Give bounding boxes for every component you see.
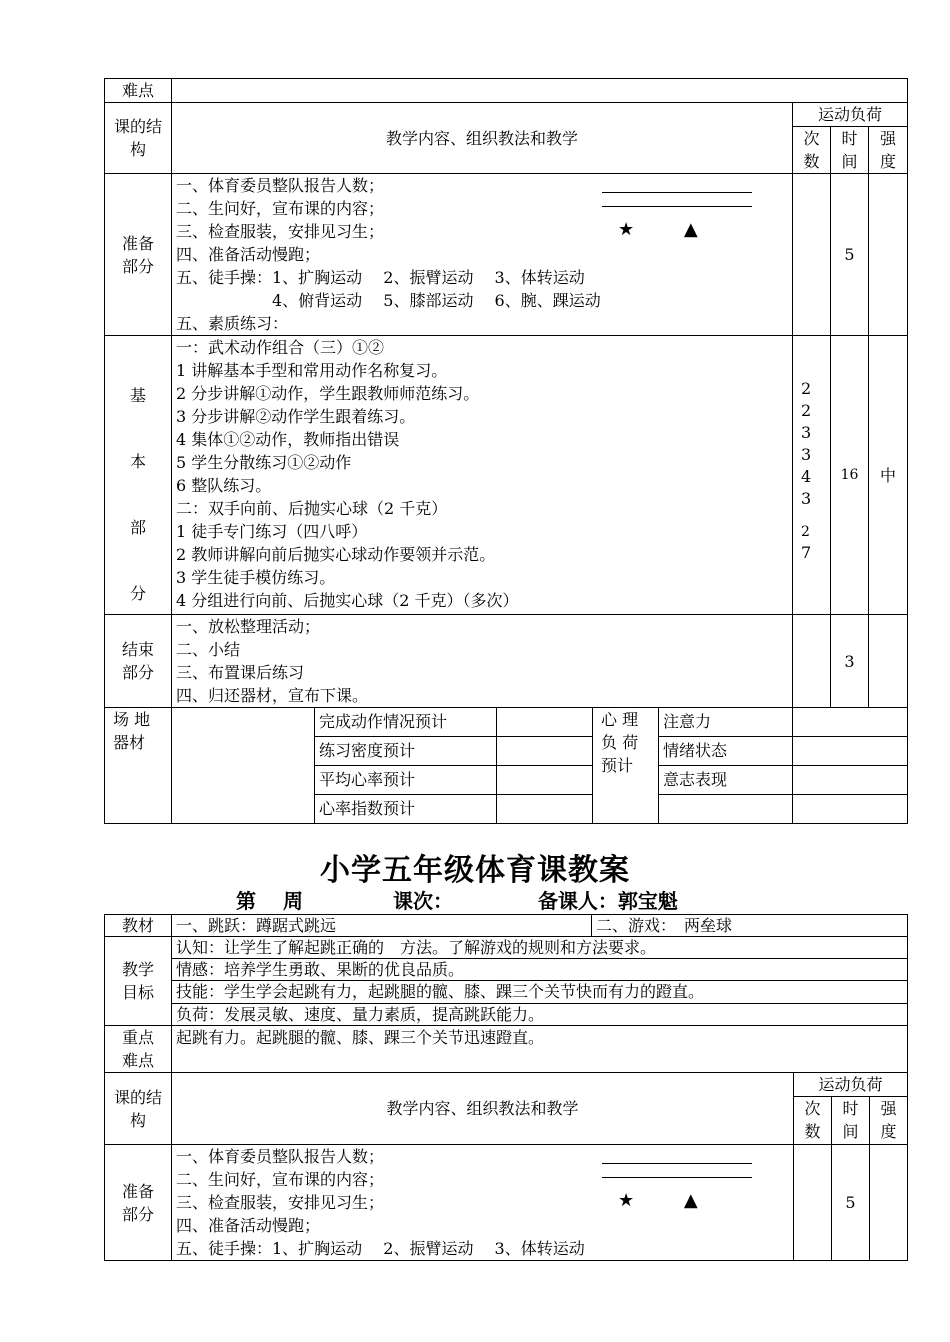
end-time: 3 bbox=[831, 615, 869, 708]
count-header: 次数 bbox=[793, 127, 831, 174]
psych-load-label: 心 理 负 荷 预计 bbox=[593, 708, 659, 824]
basic-label-char: 部 bbox=[129, 518, 146, 537]
prep-intensity bbox=[869, 174, 908, 336]
basic-line: 二：双手向前、后抛实心球（2 千克） bbox=[176, 499, 448, 518]
count-header: 次数 bbox=[794, 1097, 832, 1145]
basic-line: 1 讲解基本手型和常用动作名称复习。 bbox=[176, 361, 448, 380]
prep-line: 一、体育委员整队报告人数； bbox=[176, 176, 385, 195]
prep-content bbox=[172, 1145, 794, 1261]
formation-marks: ★ ▲ bbox=[618, 219, 720, 240]
formation-marks: ★ ▲ bbox=[618, 1190, 720, 1211]
end-content bbox=[172, 615, 793, 708]
basic-label-char: 分 bbox=[129, 584, 146, 603]
basic-line: 6 整队练习。 bbox=[176, 476, 272, 495]
prep-line: 二、生问好，宣布课的内容； bbox=[176, 199, 385, 218]
lesson-table-2 bbox=[104, 914, 908, 1261]
key-points-label: 重点难点 bbox=[105, 1026, 172, 1073]
basic-count: 2 bbox=[801, 401, 812, 420]
prediction-value bbox=[497, 708, 593, 737]
difficulty-label: 难点 bbox=[105, 79, 172, 103]
goal-line: 技能：学生学会起跳有力，起跳腿的髋、膝、踝三个关节快而有力的蹬直。 bbox=[172, 981, 908, 1004]
basic-time: 16 bbox=[831, 336, 869, 615]
prep-line: 一、体育委员整队报告人数； bbox=[176, 1147, 385, 1166]
content-header: 教学内容、组织教法和教学 bbox=[172, 1073, 794, 1145]
material-2: 二、游戏： 两垒球 bbox=[592, 915, 908, 937]
basic-count: 3 bbox=[801, 489, 812, 508]
venue-value bbox=[172, 708, 315, 824]
prep-section-label: 准备部分 bbox=[105, 174, 172, 336]
difficulty-value bbox=[172, 79, 908, 103]
intensity-header: 强度 bbox=[869, 127, 908, 174]
key-points-value: 起跳有力。起跳腿的髋、膝、踝三个关节迅速蹬直。 bbox=[172, 1026, 908, 1073]
psych-item bbox=[659, 795, 793, 824]
prediction-value bbox=[497, 766, 593, 795]
prediction-label: 平均心率预计 bbox=[315, 766, 497, 795]
load-header: 运动负荷 bbox=[794, 1073, 908, 1097]
basic-count: 2 bbox=[801, 379, 812, 398]
basic-line: 2 教师讲解向前后抛实心球动作要领并示范。 bbox=[176, 545, 496, 564]
basic-count: 3 bbox=[801, 445, 812, 464]
lesson-table-1 bbox=[104, 78, 908, 824]
psych-value bbox=[793, 737, 908, 766]
goal-line: 情感：培养学生勇敢、果断的优良品质。 bbox=[172, 959, 908, 981]
prediction-value bbox=[497, 795, 593, 824]
prep-line: 三、检查服装，安排见习生； bbox=[176, 1193, 385, 1212]
formation-lines bbox=[602, 1163, 752, 1178]
prediction-label: 完成动作情况预计 bbox=[315, 708, 497, 737]
psych-item: 注意力 bbox=[659, 708, 793, 737]
prep-line: 三、检查服装，安排见习生； bbox=[176, 222, 385, 241]
basic-count: 4 bbox=[801, 467, 812, 486]
prep-line: 四、准备活动慢跑； bbox=[176, 1216, 321, 1235]
basic-section-label bbox=[105, 336, 172, 615]
prediction-label: 心率指数预计 bbox=[315, 795, 497, 824]
prep-line: 4、俯背运动 5、膝部运动 6、腕、踝运动 bbox=[176, 291, 601, 310]
page-title: 小学五年级体育课教案 bbox=[320, 853, 630, 888]
basic-line: 4 分组进行向前、后抛实心球（2 千克）（多次） bbox=[176, 591, 519, 610]
basic-label-char: 本 bbox=[129, 452, 146, 471]
psych-value bbox=[793, 795, 908, 824]
basic-line: 1 徒手专门练习（四八呼） bbox=[176, 522, 368, 541]
end-count bbox=[793, 615, 831, 708]
basic-content bbox=[172, 336, 793, 615]
week-label: 第 周 bbox=[236, 889, 303, 913]
end-line: 二、小结 bbox=[176, 640, 241, 659]
basic-line: 一：武术动作组合（三）①② bbox=[176, 338, 385, 357]
end-line: 三、布置课后练习 bbox=[176, 663, 305, 682]
prediction-label: 练习密度预计 bbox=[315, 737, 497, 766]
basic-count: 7 bbox=[801, 543, 812, 562]
prep-count bbox=[794, 1145, 832, 1261]
material-label: 教材 bbox=[105, 915, 172, 937]
basic-line: 3 学生徒手模仿练习。 bbox=[176, 568, 336, 587]
end-section-label: 结束部分 bbox=[105, 615, 172, 708]
end-line: 四、归还器材，宣布下课。 bbox=[176, 686, 369, 705]
prep-line: 二、生问好，宣布课的内容； bbox=[176, 1170, 385, 1189]
prediction-value bbox=[497, 737, 593, 766]
load-header: 运动负荷 bbox=[793, 103, 908, 127]
psych-item: 情绪状态 bbox=[659, 737, 793, 766]
material-1: 一、跳跃：蹲踞式跳远 bbox=[172, 915, 592, 937]
basic-lines bbox=[176, 336, 788, 612]
prep-time: 5 bbox=[831, 174, 869, 336]
goal-line: 负荷：发展灵敏、速度、量力素质，提高跳跃能力。 bbox=[172, 1004, 908, 1026]
author-label: 备课人：郭宝魁 bbox=[537, 889, 678, 913]
basic-label-char: 基 bbox=[129, 386, 146, 405]
prep-count bbox=[793, 174, 831, 336]
formation-lines bbox=[602, 192, 752, 207]
structure-header: 课的结构 bbox=[105, 1073, 172, 1145]
basic-intensity: 中 bbox=[869, 336, 908, 615]
venue-label: 场 地 器材 bbox=[105, 708, 172, 824]
intensity-header: 强度 bbox=[870, 1097, 908, 1145]
content-header: 教学内容、组织教法和教学 bbox=[172, 103, 793, 174]
structure-header: 课的结构 bbox=[105, 103, 172, 174]
psych-value bbox=[793, 766, 908, 795]
basic-count: 2 bbox=[801, 524, 810, 540]
basic-counts bbox=[793, 336, 831, 615]
lesson-label: 课次： bbox=[392, 889, 453, 913]
psych-value bbox=[793, 708, 908, 737]
goals-label: 教学目标 bbox=[105, 937, 172, 1026]
prep-intensity bbox=[870, 1145, 908, 1261]
prep-line: 四、准备活动慢跑； bbox=[176, 245, 321, 264]
prep-section-label: 准备部分 bbox=[105, 1145, 172, 1261]
goal-line: 认知：让学生了解起跳正确的 方法。了解游戏的规则和方法要求。 bbox=[172, 937, 908, 959]
basic-line: 2 分步讲解①动作，学生跟教师师范练习。 bbox=[176, 384, 480, 403]
end-line: 一、放松整理活动； bbox=[176, 617, 321, 636]
basic-line: 3 分步讲解②动作学生跟着练习。 bbox=[176, 407, 416, 426]
subtitle bbox=[236, 885, 678, 914]
prep-line: 五、徒手操：1、扩胸运动 2、振臂运动 3、体转运动 bbox=[176, 268, 585, 287]
time-header: 时间 bbox=[831, 127, 869, 174]
time-header: 时间 bbox=[832, 1097, 870, 1145]
basic-line: 4 集体①②动作，教师指出错误 bbox=[176, 430, 400, 449]
basic-line: 5 学生分散练习①②动作 bbox=[176, 453, 352, 472]
prep-line: 五、徒手操：1、扩胸运动 2、振臂运动 3、体转运动 bbox=[176, 1239, 585, 1258]
psych-item: 意志表现 bbox=[659, 766, 793, 795]
basic-count: 3 bbox=[801, 423, 812, 442]
end-intensity bbox=[869, 615, 908, 708]
prep-line: 五、素质练习： bbox=[176, 314, 289, 333]
end-lines bbox=[176, 615, 788, 707]
prep-time: 5 bbox=[832, 1145, 870, 1261]
prep-content bbox=[172, 174, 793, 336]
